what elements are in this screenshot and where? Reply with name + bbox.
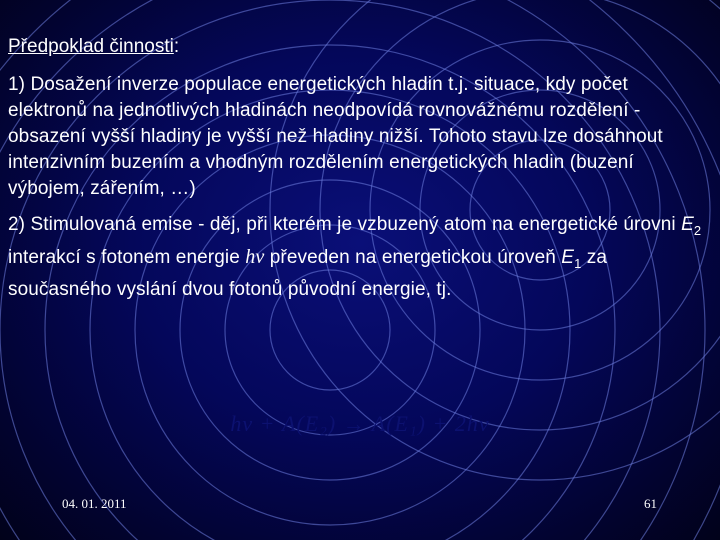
- paragraph-stimulated-emission: [8, 212, 708, 303]
- photon-energy-hv: hν: [245, 245, 265, 268]
- paragraph-inversion: 1) Dosažení inverze populace energetických hladin t.j. situace, kdy počet elektronů na jednotlivých hladinách neodpovídá rovnovážnému rozdělení - obsazení vyšší hladiny je vyšší než hladiny nižší. Tohoto stavu lze dosáhnout intenzivním buzením a vhodným rozdělením energetických hladin (buzení výbojem, zářením, …): [8, 74, 663, 199]
- energy-e1: $E_1$: [561, 246, 582, 271]
- footer-date: 04. 01. 2011: [62, 496, 127, 511]
- para2-text-4: za současného vyslání dvou fotonů původní energie, tj.: [8, 246, 608, 300]
- slide-heading: [8, 34, 708, 60]
- energy-e2: $E_2$: [681, 214, 702, 238]
- heading-text: Předpoklad činnosti: [8, 36, 174, 57]
- page-number: 61: [644, 496, 657, 511]
- emission-equation: hν + A(E₂) → A(E₁) + 2hν: [230, 411, 490, 436]
- para2-text-2: interakcí s fotonem energie: [8, 246, 246, 268]
- slide-body: [8, 34, 708, 313]
- para2-text-3: převeden na energetickou úroveň: [264, 246, 562, 268]
- para2-text-1: 2) Stimulovaná emise - děj, při kterém je vzbuzený atom na energetické úrovni: [8, 214, 682, 235]
- heading-colon: :: [173, 36, 180, 57]
